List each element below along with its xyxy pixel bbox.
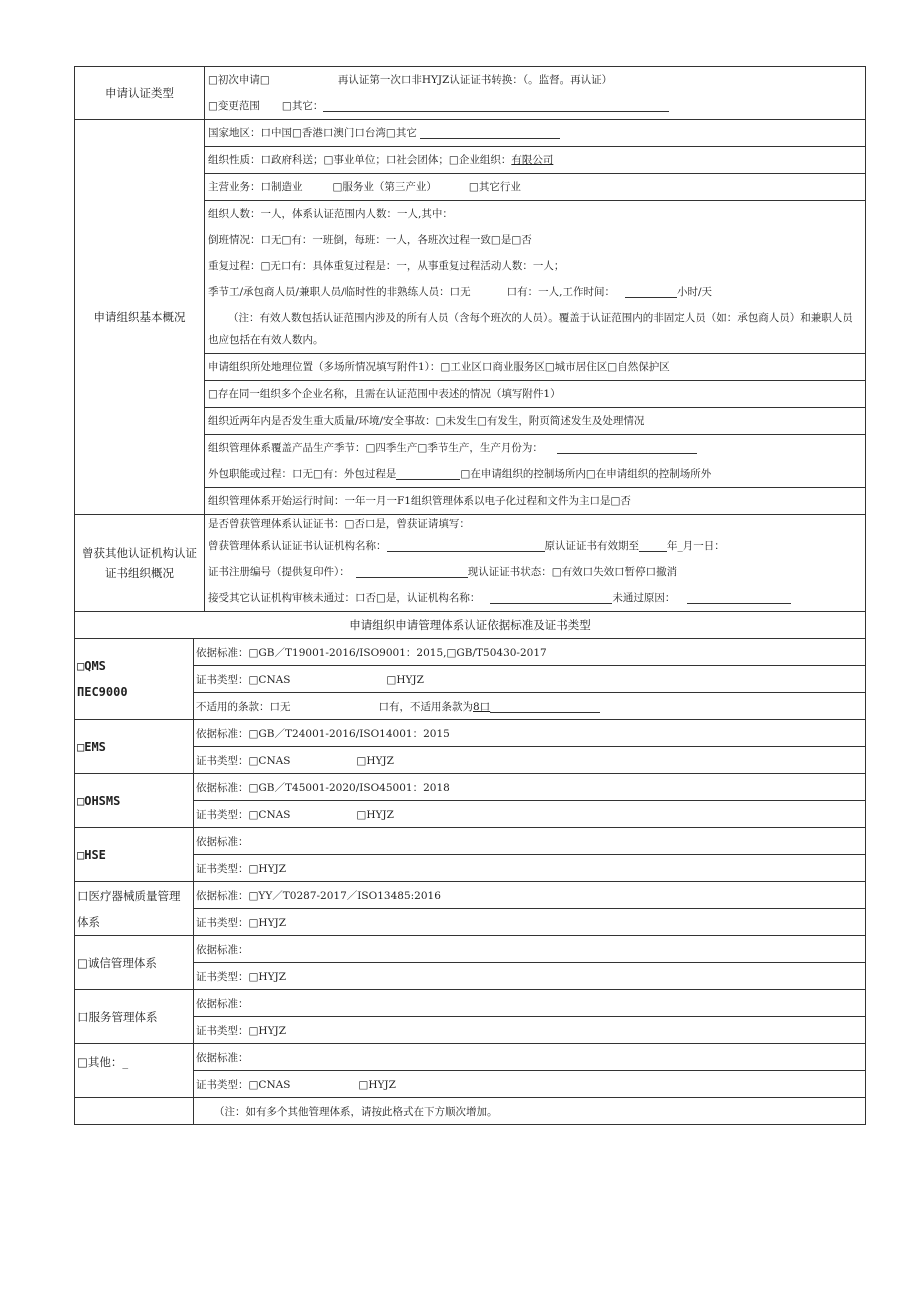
cert-number-label: 证书注册编号（提供复印件）： [208,566,350,578]
prior-cert-body-input[interactable] [387,537,545,552]
qms-na-input[interactable] [490,698,600,713]
people-note: （注：有效人数包括认证范围内涉及的所有人员（含每个班次的人员）。覆盖于认证范围内的非固定人员（如：承包商人员）和兼职人员也应包括在有效人数内。 [205,305,865,354]
shift-info: 倒班情况：口无□有：一班倒，每班：一人，各班次过程一致□是□否 [208,234,532,246]
medical-cert-hyjz[interactable]: 证书类型：□HYJZ [194,909,866,936]
people-count: 组织人数：一人，体系认证范围内人数：一人,其中： [208,208,453,220]
seasonal-yes: 口有：一人,工作时间： [506,286,615,298]
hse-cert-hyjz[interactable]: 证书类型：□HYJZ [194,855,866,882]
business-other[interactable]: □其它行业 [468,181,521,193]
ohsms-standard[interactable]: 依据标准：□GB／T45001-2020/ISO45001：2018 [194,774,866,801]
scope-change-option[interactable]: □变更范围 [208,100,260,112]
qms-cert-cnas[interactable]: 证书类型：□CNAS [196,673,291,686]
ohsms-checkbox[interactable]: □OHSMS [75,774,194,828]
other-cert-cnas[interactable]: 证书类型：□CNAS [196,1078,291,1091]
row-cert-type [75,67,866,120]
hse-checkbox[interactable]: □HSE [75,828,194,882]
credit-cert-hyjz[interactable]: 证书类型：□HYJZ [194,963,866,990]
expiry-date-label: 年_月一日： [667,540,725,552]
other-input[interactable] [323,97,669,112]
work-hours-input[interactable] [625,283,677,298]
row-prior-cert [75,515,866,612]
standards-table [74,611,866,1125]
qms-na-yes[interactable]: 口有，不适用条款为 [378,701,473,713]
ems-checkbox[interactable]: □EMS [75,720,194,774]
medical-checkbox[interactable]: 口医疗器械质量管理体系 [75,882,194,936]
application-form [74,66,865,1125]
qms-checkbox[interactable] [75,639,194,720]
service-cert-hyjz[interactable]: 证书类型：□HYJZ [194,1017,866,1044]
other-standard: 依据标准： [194,1044,866,1071]
service-standard: 依据标准： [194,990,866,1017]
org-nature-value: 有限公司 [511,154,554,166]
credit-standard: 依据标准： [194,936,866,963]
prior-cert-expiry-label: 原认证证书有效期至 [544,540,639,552]
failed-body-input[interactable] [490,589,612,604]
production-months-input[interactable] [557,439,697,454]
ems-standard[interactable]: 依据标准：□GB／T24001-2016/ISO14001：2015 [194,720,866,747]
cert-type-content [205,67,866,120]
multi-name-option[interactable]: □存在同一组织多个企业名称，且需在认证范围中表述的情况（填写附件1） [205,381,865,408]
country-field[interactable]: 国家地区：口中国□香港口澳门口台湾□其它 [208,127,417,139]
qms-cert-hyjz[interactable]: □HYJZ [386,673,424,686]
cert-number-input[interactable] [356,563,468,578]
ems-cert-cnas[interactable]: 证书类型：□CNAS [196,754,291,767]
outsource-input[interactable] [396,465,460,480]
ems-cert-hyjz[interactable]: □HYJZ [356,754,394,767]
repeat-process: 重复过程：□无口有：具体重复过程是：一，从事重复过程活动人数：一人； [208,260,565,272]
row-org-overview [75,120,866,515]
label-org-overview: 申请组织基本概况 [75,120,205,515]
prior-cert-content [205,515,866,612]
credit-checkbox[interactable]: □诚信管理体系 [75,936,194,990]
qms-standard[interactable]: 依据标准：□GB／T19001-2016/ISO9001：2015,□GB/T50430-2017 [194,639,866,666]
qms-sublabel: ΠEC9000 [77,685,128,699]
system-start-time[interactable]: 组织管理体系开始运行时间：一年一月一F1组织管理体系以电子化过程和文件为主口是□否 [208,495,631,507]
seasonal-workers: 季节工/承包商人员/兼职人员/临时性的非熟练人员：口无 [208,286,471,298]
qms-label: □QMS [77,659,106,673]
location-field[interactable]: 申请组织所处地理位置（多场所情况填写附件1）：□工业区口商业服务区□城市居住区□自然保护区 [205,354,865,381]
ohsms-cert-cnas[interactable]: 证书类型：□CNAS [196,808,291,821]
outsource-field[interactable]: 外包职能或过程：口无□有：外包过程是 [208,468,397,480]
other-cert-hyjz[interactable]: □HYJZ [358,1078,396,1091]
failed-audit-field[interactable]: 接受其它认证机构审核未通过：口否□是，认证机构名称： [208,592,481,604]
production-season[interactable]: 组织管理体系覆盖产品生产季节：□四季生产□季节生产，生产月份为： [208,442,543,454]
cert-status-field[interactable]: 现认证证书状态：□有效口失效口暂停口撤消 [467,566,678,578]
standards-header-row [75,612,866,639]
recert-option[interactable]: 再认证第一次口非HYJZ认证证书转换：（。监督。再认证） [337,74,613,86]
hours-unit: 小时/天 [676,286,713,298]
prior-cert-body-label: 曾获管理体系认证证书认证机构名称： [208,540,387,552]
accident-field[interactable]: 组织近两年内是否发生重大质量/环境/安全事故：□未发生□有发生，附页简述发生及处理情况 [205,408,865,435]
other-option[interactable]: □其它： [281,100,324,112]
medical-standard[interactable]: 依据标准：□YY／T0287-2017／ISO13485:2016 [194,882,866,909]
business-manufacturing[interactable]: 主营业务：口制造业 [208,181,303,193]
standards-header: 申请组织申请管理体系认证依据标准及证书类型 [75,612,866,639]
other-system-checkbox[interactable]: □其他：_ [75,1044,194,1098]
ohsms-cert-hyjz[interactable]: □HYJZ [356,808,394,821]
form-table-top [74,66,866,612]
outsource-location[interactable]: □在申请组织的控制场所内□在申请组织的控制场所外 [460,468,712,480]
service-checkbox[interactable]: 口服务管理体系 [75,990,194,1044]
note-label-cell [75,1098,194,1125]
business-service[interactable]: □服务业（第三产业） [332,181,437,193]
failed-reason-input[interactable] [687,589,791,604]
qms-na-clauses: 8口 [473,701,491,713]
label-prior-cert: 曾获其他认证机构认证证书组织概况 [75,515,205,612]
org-overview-content [205,120,866,515]
failed-reason-label: 未通过原因： [612,592,676,604]
label-cert-type: 申请认证类型 [75,67,205,120]
initial-application-option[interactable]: □初次申请□ [208,74,270,86]
hse-standard: 依据标准： [194,828,866,855]
country-other-input[interactable] [420,124,560,139]
qms-na-none[interactable]: 不适用的条款：口无 [196,701,291,713]
org-nature-field[interactable]: 组织性质：口政府科送；□事业单位；口社会团体；□企业组织： [208,154,512,166]
prior-cert-question[interactable]: 是否曾获管理体系认证证书：□否口是，曾获证请填写： [208,518,470,530]
standards-note: （注：如有多个其他管理体系，请按此格式在下方顺次增加。 [194,1098,866,1125]
expiry-year-input[interactable] [639,537,667,552]
